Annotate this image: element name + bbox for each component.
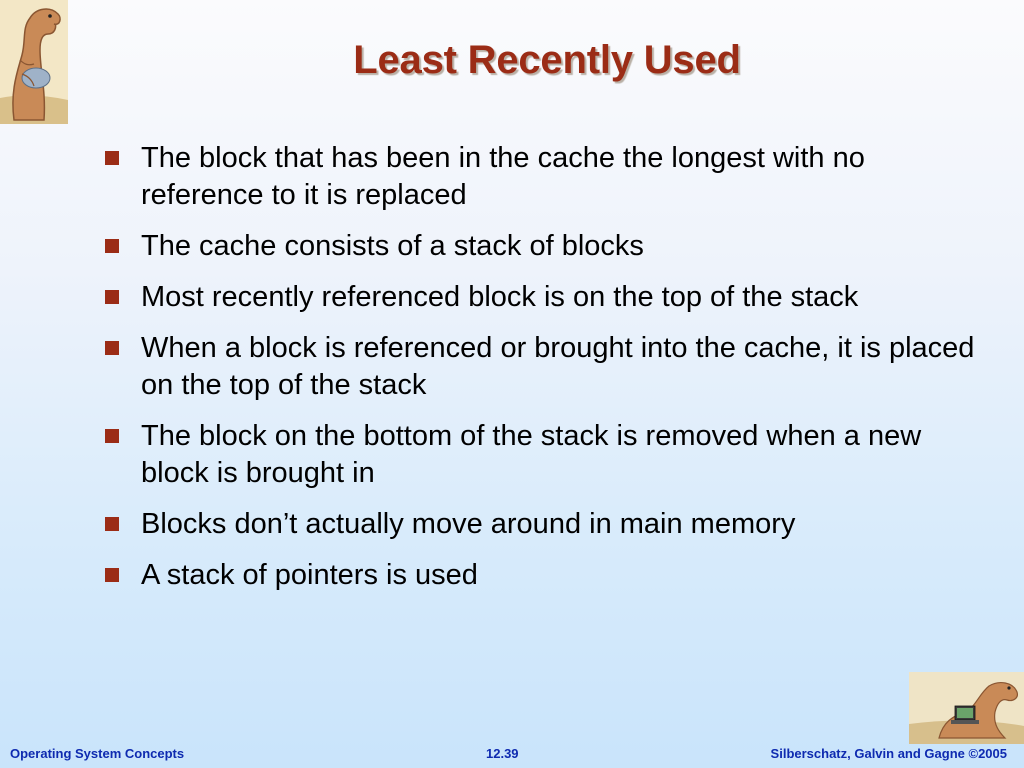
square-bullet-icon xyxy=(105,568,119,582)
square-bullet-icon xyxy=(105,517,119,531)
square-bullet-icon xyxy=(105,239,119,253)
square-bullet-icon xyxy=(105,290,119,304)
list-item xyxy=(104,506,984,543)
footer-copyright: Silberschatz, Galvin and Gagne ©2005 xyxy=(770,746,1007,761)
dinosaur-laptop-icon xyxy=(909,672,1024,744)
bullet-text: The block that has been in the cache the longest with no reference to it is replaced xyxy=(141,142,865,211)
bullet-text: A stack of pointers is used xyxy=(141,559,478,591)
square-bullet-icon xyxy=(105,429,119,443)
list-item xyxy=(104,228,984,265)
list-item xyxy=(104,279,984,316)
bullet-text: The block on the bottom of the stack is removed when a new block is brought in xyxy=(141,420,922,489)
square-bullet-icon xyxy=(105,341,119,355)
list-item xyxy=(104,330,984,404)
slide-title: Least Recently Used xyxy=(353,38,741,82)
bullet-text: Most recently referenced block is on the top of the stack xyxy=(141,281,859,313)
list-item xyxy=(104,557,984,594)
footer-course-title: Operating System Concepts xyxy=(10,746,185,761)
footer-slide-number: 12.39 xyxy=(486,746,519,761)
bullet-list xyxy=(104,140,984,608)
bullet-text: Blocks don’t actually move around in main memory xyxy=(141,508,796,540)
square-bullet-icon xyxy=(105,151,119,165)
bullet-text: When a block is referenced or brought into the cache, it is placed on the top of the stack xyxy=(141,332,975,401)
list-item xyxy=(104,140,984,214)
bullet-text: The cache consists of a stack of blocks xyxy=(141,230,644,262)
list-item xyxy=(104,418,984,492)
